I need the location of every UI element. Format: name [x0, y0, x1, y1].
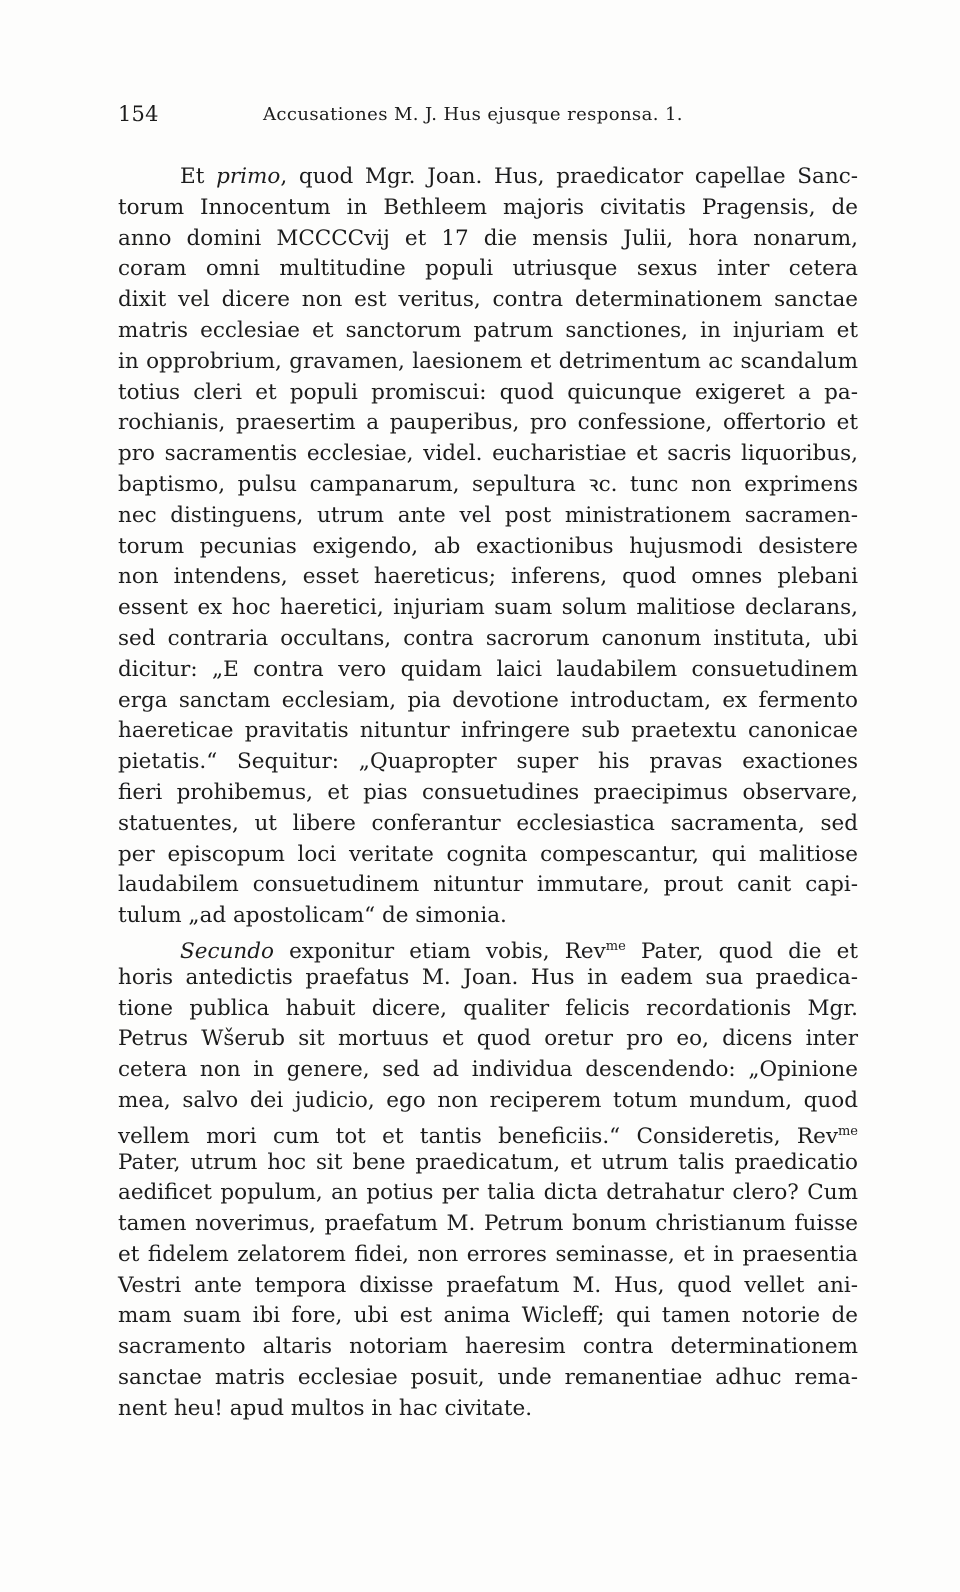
text-run: mam suam ibi fore, ubi est anima Wicleff; qui tamen notorie de — [118, 1303, 858, 1329]
text-run: haereticae pravitatis nituntur infringere sub praetextu canonicae — [118, 718, 858, 744]
text-run: statuentes, ut libere conferantur ecclesiastica sacramenta, sed — [118, 810, 858, 836]
page-header — [118, 102, 858, 132]
text-run: Et — [180, 164, 217, 189]
text-line — [118, 686, 858, 717]
superscript: me — [605, 938, 626, 954]
text-run: tulum „ad apostolicam“ de simonia. — [118, 903, 507, 929]
text-run: exponitur etiam vobis, Rev — [273, 938, 606, 964]
text-line — [118, 439, 858, 470]
text-line — [118, 1209, 858, 1240]
text-run: erga sanctam ecclesiam, pia devotione introductam, ex fermento — [118, 687, 858, 713]
text-run: pietatis.“ Sequitur: „Quapropter super his pravas exactiones — [118, 749, 858, 775]
text-line — [118, 1086, 858, 1117]
text-run: vellem mori cum tot et tantis beneficiis.“ Consideretis, Rev — [118, 1123, 838, 1149]
superscript: me — [837, 1123, 858, 1139]
text-line — [118, 1332, 858, 1363]
text-line — [118, 1301, 858, 1332]
text-line — [118, 901, 858, 932]
text-run: , quod Mgr. Joan. Hus, praedicator capellae Sanc- — [280, 164, 858, 189]
text-run: tamen noverimus, praefatum M. Petrum bonum christianum fuisse — [118, 1211, 858, 1237]
text-line — [118, 747, 858, 778]
text-line — [118, 840, 858, 871]
text-line — [118, 501, 858, 532]
text-line — [118, 1148, 858, 1179]
text-run: torum pecunias exigendo, ab exactionibus hujusmodi desistere — [118, 533, 858, 559]
text-run: baptismo, pulsu campanarum, sepultura ꝛc. tunc non exprimens — [118, 471, 858, 497]
text-line — [118, 778, 858, 809]
text-line — [118, 408, 858, 439]
text-run: per episcopum loci veritate cognita compescantur, qui malitiose — [118, 841, 858, 867]
text-line — [118, 1363, 858, 1394]
running-title: Accusationes M. J. Hus ejusque responsa. 1. — [263, 104, 683, 125]
text-run: et fidelem zelatorem fidei, non errores seminasse, et in praesentia — [118, 1241, 858, 1267]
text-run: sed contraria occultans, contra sacrorum canonum instituta, ubi — [118, 625, 858, 651]
text-run: sacramento altaris notoriam haeresim contra determinationem — [118, 1334, 858, 1360]
text-line — [118, 1240, 858, 1271]
text-line — [118, 1178, 858, 1209]
text-line — [118, 316, 858, 347]
text-line — [118, 716, 858, 747]
text-line — [118, 1117, 858, 1148]
paragraph-first-accusation — [118, 162, 858, 932]
text-run: laudabilem consuetudinem nituntur immutare, prout canit capi- — [118, 872, 858, 898]
text-line — [118, 285, 858, 316]
text-run: dixit vel dicere non est veritus, contra determinationem sanctae — [118, 287, 858, 313]
text-run: rochianis, praesertim a pauperibus, pro confessione, offertorio et — [118, 410, 858, 436]
text-line — [118, 162, 858, 193]
text-line — [118, 347, 858, 378]
text-run: pro sacramentis ecclesiae, videl. eucharistiae et sacris liquoribus, — [118, 441, 858, 467]
text-run: torum Innocentum in Bethleem majoris civitatis Pragensis, de — [118, 194, 858, 220]
text-run: sanctae matris ecclesiae posuit, unde remanentiae adhuc rema- — [118, 1365, 858, 1391]
text-line — [118, 593, 858, 624]
text-run: tione publica habuit dicere, qualiter felicis recordationis Mgr. — [118, 995, 858, 1021]
text-run: Vestri ante tempora dixisse praefatum M. Hus, quod vellet ani- — [118, 1272, 858, 1298]
paragraph-second-accusation — [118, 932, 858, 1425]
text-run: in opprobrium, gravamen, laesionem et detrimentum ac scandalum — [118, 348, 858, 374]
text-run: cetera non in genere, sed ad individua descendendo: „Opinione — [118, 1057, 858, 1083]
italic-word: primo — [216, 164, 281, 189]
text-line — [118, 224, 858, 255]
text-line — [118, 532, 858, 563]
text-run: Petrus Wšerub sit mortuus et quod oretur pro eo, dicens inter — [118, 1026, 858, 1052]
text-line — [118, 562, 858, 593]
text-line — [118, 870, 858, 901]
text-run: horis antedictis praefatus M. Joan. Hus in eadem sua praedica- — [118, 964, 858, 990]
text-run: anno domini MCCCCvij et 17 die mensis Julii, hora nonarum, — [118, 225, 858, 251]
text-run: non intendens, esset haereticus; inferens, quod omnes plebani — [118, 564, 858, 590]
text-run: Pater, utrum hoc sit bene praedicatum, et utrum talis praedicatio — [118, 1149, 858, 1175]
text-line — [118, 624, 858, 655]
text-line — [118, 932, 858, 963]
text-run: fieri prohibemus, et pias consuetudines praecipimus observare, — [118, 779, 858, 805]
text-run: coram omni multitudine populi utriusque sexus inter cetera — [118, 256, 858, 282]
text-run: totius cleri et populi promiscui: quod quicunque exigeret a pa- — [118, 379, 858, 405]
text-line — [118, 1024, 858, 1055]
text-line — [118, 655, 858, 686]
text-line — [118, 193, 858, 224]
text-line — [118, 963, 858, 994]
text-run: dicitur: „E contra vero quidam laici laudabilem consuetudinem — [118, 656, 858, 682]
text-run: mea, salvo dei judicio, ego non reciperem totum mundum, quod — [118, 1087, 858, 1113]
text-line — [118, 1271, 858, 1302]
body-text — [118, 162, 858, 1425]
text-line — [118, 378, 858, 409]
text-line — [118, 254, 858, 285]
text-run: nec distinguens, utrum ante vel post ministrationem sacramen- — [118, 502, 858, 528]
page-number: 154 — [118, 102, 159, 126]
text-line — [118, 1394, 858, 1425]
text-line — [118, 994, 858, 1025]
text-run: nent heu! apud multos in hac civitate. — [118, 1395, 533, 1421]
text-line — [118, 1055, 858, 1086]
text-run: Pater, quod die et — [625, 938, 859, 964]
text-run: aedificet populum, an potius per talia dicta detrahatur clero? Cum — [118, 1180, 858, 1206]
text-run: matris ecclesiae et sanctorum patrum sanctiones, in injuriam et — [118, 317, 858, 343]
text-line — [118, 470, 858, 501]
italic-word: Secundo — [180, 938, 274, 964]
text-run: essent ex hoc haeretici, injuriam suam solum malitiose declarans, — [118, 595, 858, 621]
text-line — [118, 809, 858, 840]
